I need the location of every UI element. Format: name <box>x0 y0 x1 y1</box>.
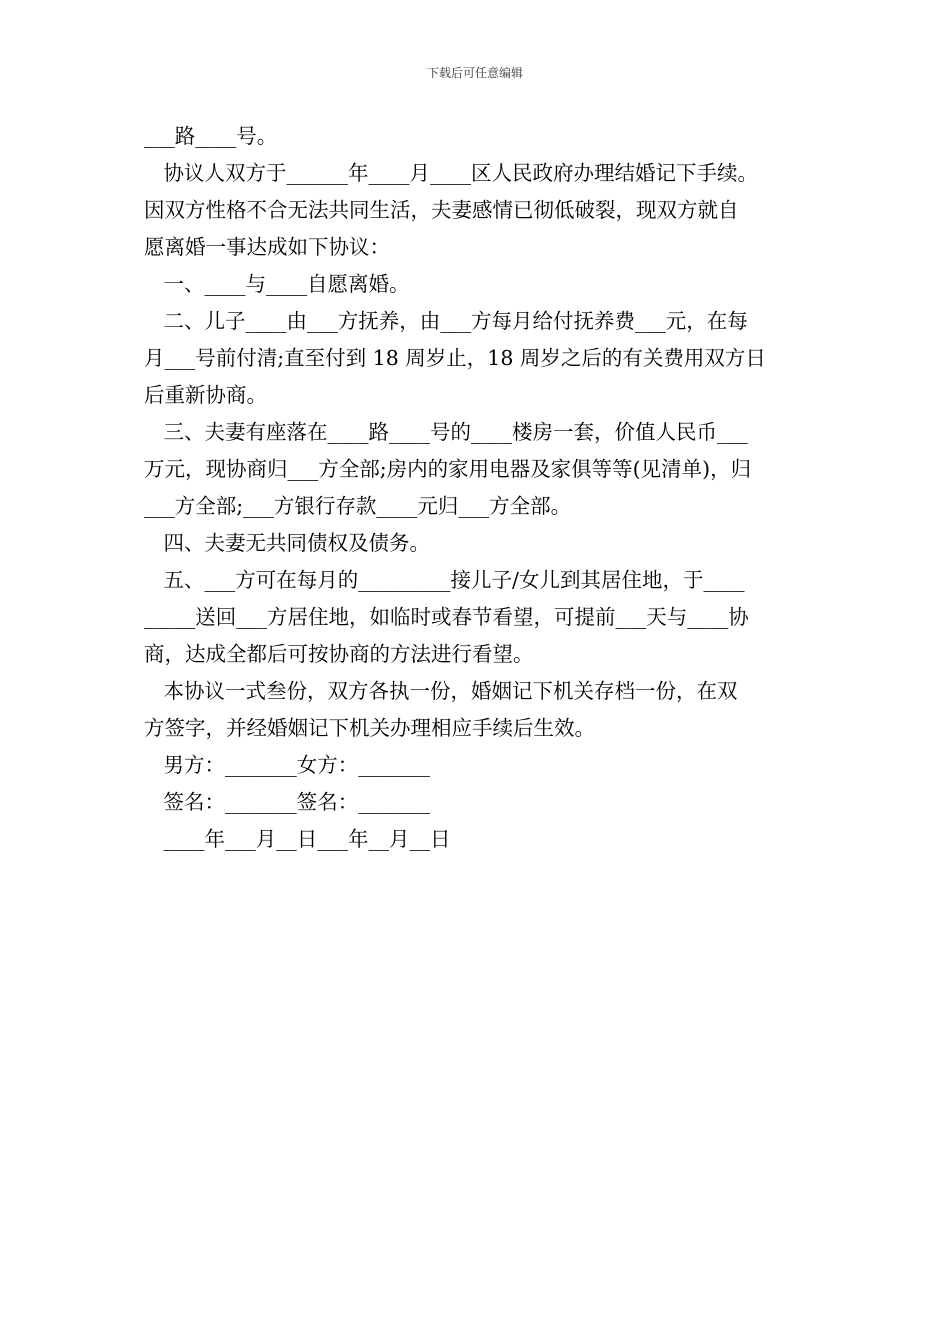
text-line: _____送回___方居住地，如临时或春节看望，可提前___天与____协 <box>144 605 749 629</box>
text-line: ___方全部;___方银行存款____元归___方全部。 <box>144 494 572 518</box>
page-header: 下载后可任意编辑 <box>426 66 523 80</box>
clause-1: 一、____与____自愿离婚。 <box>144 272 410 296</box>
text-line: 方签字，并经婚姻记下机关办理相应手续后生效。 <box>144 716 595 740</box>
text-line: 万元，现协商归___方全部;房内的家用电器及家俱等等(见清单)，归 <box>144 457 752 481</box>
party-line: 男方：_______女方：_______ <box>144 753 431 777</box>
text-line: 月___号前付清;直至付到 18 周岁止，18 周岁之后的有关费用双方日 <box>144 346 766 370</box>
text-line: 商，达成全都后可按协商的方法进行看望。 <box>144 642 534 666</box>
text-line: 后重新协商。 <box>144 383 267 407</box>
clause-3: 三、夫妻有座落在____路____号的____楼房一套，价值人民币___ <box>144 420 748 444</box>
clause-5: 五、___方可在每月的_________接儿子/女儿到其居住地，于____ <box>144 568 745 592</box>
closing-paragraph: 本协议一式叁份，双方各执一份，婚姻记下机关存档一份，在双 <box>144 679 738 703</box>
clause-4: 四、夫妻无共同债权及债务。 <box>144 531 431 555</box>
text-line: 愿离婚一事达成如下协议： <box>144 235 390 259</box>
text-line: ___路____号。 <box>144 124 278 148</box>
date-line: ____年___月__日___年__月__日 <box>144 827 451 851</box>
clause-2: 二、儿子____由___方抚养，由___方每月给付抚养费___元，在每 <box>144 309 748 333</box>
text-line: 协议人双方于______年____月____区人民政府办理结婚记下手续。 <box>144 161 759 185</box>
signature-line: 签名：_______签名：_______ <box>144 790 431 814</box>
agreement-body <box>144 118 824 858</box>
text-line: 因双方性格不合无法共同生活，夫妻感情已彻低破裂，现双方就自 <box>144 198 739 222</box>
